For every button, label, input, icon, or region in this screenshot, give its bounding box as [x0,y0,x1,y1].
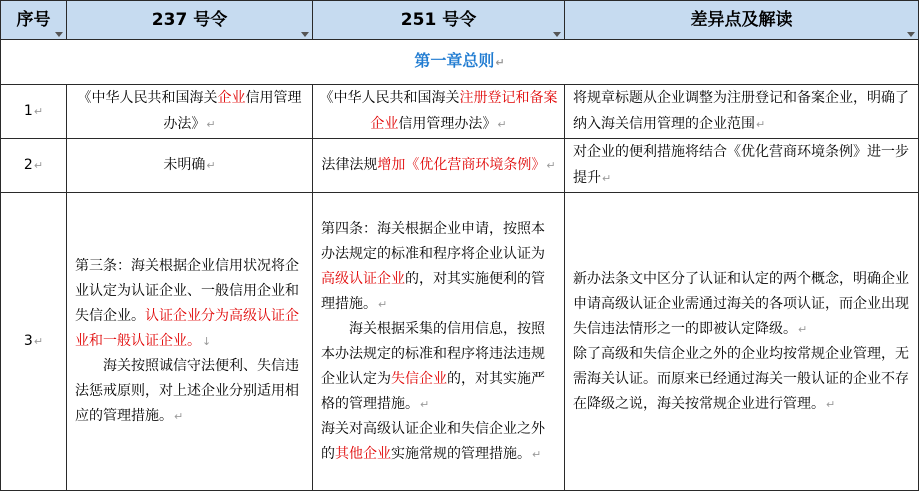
header-seq-label: 序号 [16,10,51,30]
table-row [1,85,919,139]
row-number-cell[interactable] [1,85,67,139]
paragraph-mark-icon: ↵ [495,56,505,69]
row-number: 2 [23,157,33,173]
paragraph-mark-icon: ↵ [206,159,216,172]
text-plain: 未明确 [163,157,206,173]
cell-diff[interactable] [565,85,919,139]
table-row [1,139,919,193]
row-number-cell[interactable] [1,193,67,491]
header-237[interactable] [67,1,313,40]
cell-251[interactable] [313,193,565,491]
text-plain: 实施常规的管理措施。 [391,445,531,462]
section-title: 第一章总则 [414,51,495,70]
text-plain: 的，对其实施便利的管理措施。 [321,270,545,312]
text-highlight: 认证企业分为高级认证企业和一般认证企业。 [75,308,299,349]
dropdown-arrow-icon[interactable] [907,32,915,37]
paragraph [321,217,558,317]
text-plain: 海关对高级认证企业和失信企业之外的 [321,420,545,462]
cell-251[interactable] [313,85,565,139]
row-number: 1 [23,103,33,119]
text-plain: 海关根据采集的信用信息，按照本办法规定的标准和程序将违法违规企业认定为 [321,320,545,387]
text-plain: 《中华人民共和国海关 [77,90,218,106]
header-251[interactable] [313,1,565,40]
paragraph [321,417,558,467]
cell-diff[interactable] [565,139,919,193]
text-highlight: 失信企业 [391,370,447,387]
text-plain: 信用管理办法》 [398,116,497,132]
text-plain: 第三条：海关根据企业信用状况将企业认定为认证企业、一般信用企业和失信企业。 [75,258,299,324]
cell-237[interactable] [67,85,313,139]
header-251-label: 251 号令 [400,10,477,30]
paragraph-mark-icon: ↵ [826,397,836,411]
paragraph-mark-icon: ↵ [174,410,184,423]
paragraph [573,342,912,417]
paragraph [321,317,558,417]
text-highlight: 其他企业 [335,445,391,462]
dropdown-arrow-icon[interactable] [553,32,561,37]
text-plain: 新办法条文中区分了认证和认定的两个概念，明确企业申请高级认证企业需通过海关的各项认证，而企业出现失信违法情形之一的即被认定降级。 [573,270,909,337]
paragraph-mark-icon: ↵ [546,159,556,172]
paragraph [75,354,306,429]
paragraph-mark-icon: ↵ [378,297,388,311]
text-plain: 将规章标题从企业调整为注册登记和备案企业，明确了纳入海关信用管理的企业范围 [573,90,909,132]
row-number: 3 [23,333,33,349]
paragraph-mark-icon: ↵ [756,118,766,131]
row-number-cell[interactable] [1,139,67,193]
cell-237[interactable] [67,139,313,193]
text-highlight: 高级认证企业 [321,270,405,287]
cell-251[interactable] [313,139,565,193]
paragraph-mark-icon: ↵ [33,105,44,118]
text-plain: 第四条：海关根据企业申请，按照本办法规定的标准和程序将企业认证为 [321,220,545,262]
paragraph-mark-icon: ↵ [33,159,44,172]
header-row [1,1,919,40]
header-237-label: 237 号令 [151,10,228,30]
text-highlight: 企业 [217,90,246,106]
text-plain: 海关按照诚信守法便利、失信违法惩戒原则，对上述企业分别适用相应的管理措施。 [75,358,299,424]
text-plain: 的，对其实施严格的管理措施。 [321,370,545,412]
paragraph-mark-icon: ↵ [420,397,430,411]
dropdown-arrow-icon[interactable] [301,32,309,37]
cell-diff[interactable] [565,193,919,491]
paragraph-mark-icon: ↵ [497,118,507,131]
table-row [1,193,919,491]
header-diff[interactable] [565,1,919,40]
paragraph [573,267,912,342]
section-title-cell[interactable] [1,40,919,85]
text-highlight: 增加《优化营商环境条例》 [377,157,546,173]
text-plain: 信用管理办法》 [163,90,302,132]
text-highlight: 注册登记和备案企业 [370,90,558,132]
paragraph [75,254,306,354]
text-plain: 对企业的便利措施将结合《优化营商环境条例》进一步提升 [573,144,909,186]
paragraph-mark-icon: ↵ [602,172,612,185]
dropdown-arrow-icon[interactable] [55,32,63,37]
text-plain: 《中华人民共和国海关 [319,90,460,106]
line-break-icon: ↓ [202,335,212,348]
paragraph-mark-icon: ↵ [798,322,808,336]
header-seq[interactable] [1,1,67,40]
header-diff-label: 差异点及解读 [690,10,793,30]
paragraph-mark-icon: ↵ [206,118,216,131]
paragraph-mark-icon: ↵ [532,447,542,461]
section-row [1,40,919,85]
cell-237[interactable] [67,193,313,491]
text-plain: 法律法规 [321,157,378,173]
paragraph-mark-icon: ↵ [33,335,44,348]
text-plain: 除了高级和失信企业之外的企业均按常规企业管理，无需海关认证。而原来已经通过海关一般认证的企业不存在降级之说，海关按常规企业进行管理。 [573,345,909,412]
